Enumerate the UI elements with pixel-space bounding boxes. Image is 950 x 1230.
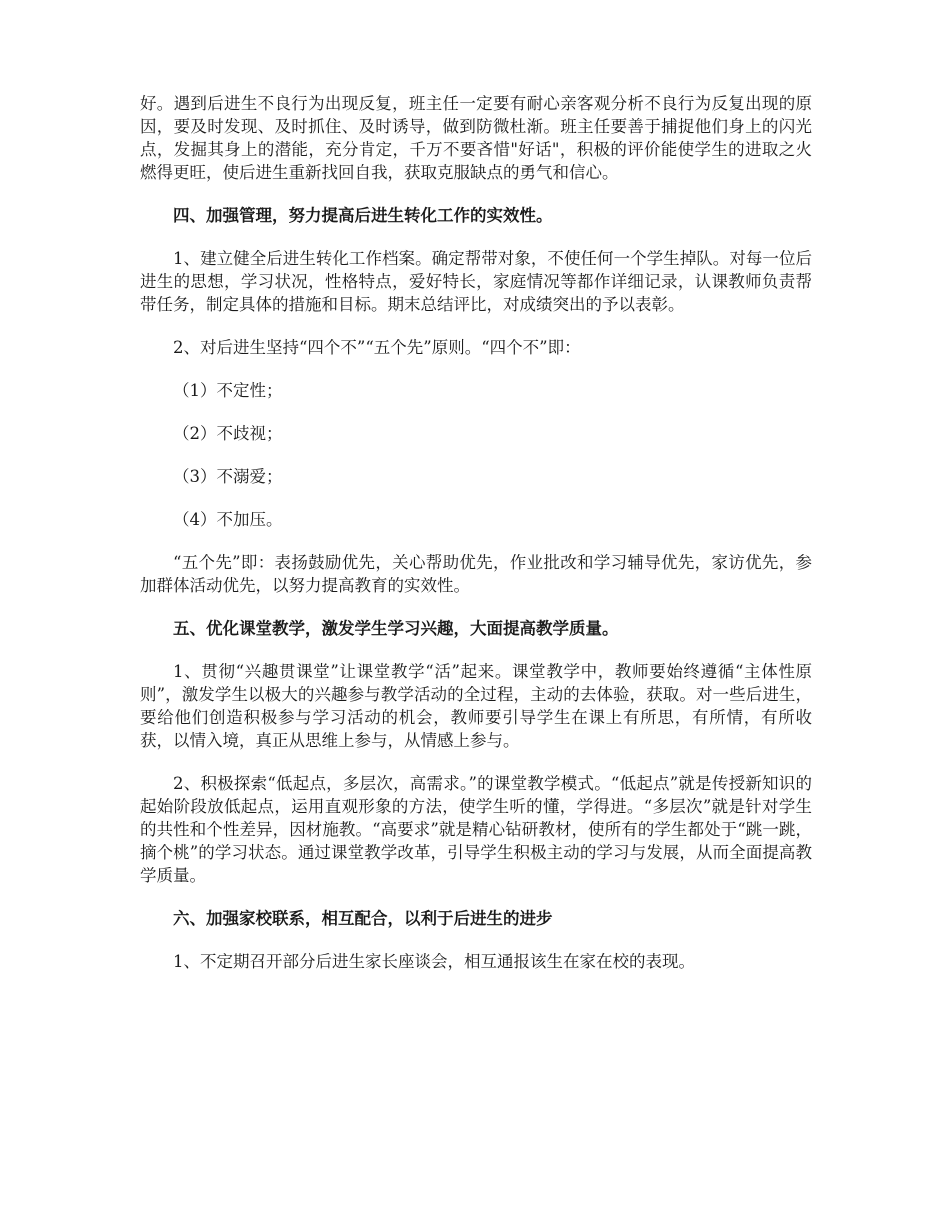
intro-paragraph: 好。遇到后进生不良行为出现反复，班主任一定要有耐心亲客观分析不良行为反复出现的原因，要及时发现、及时抓住、及时诱导，做到防微杜渐。班主任要善于捕捉他们身上的闪光点，发掘其身上的潜能，充分肯定，千万不要吝惜"好话"，积极的评价能使学生的进取之火燃得更旺，使后进生重新找回自我，获取克服缺点的勇气和信心。 [140,94,812,182]
section-6-heading: 六、加强家校联系，相互配合，以利于后进生的进步 [173,909,553,928]
section-4-paragraph-2: 2、对后进生坚持“四个不”“五个先”原则。“四个不”即： [173,338,581,357]
section-5-paragraph-1: 1、贯彻“兴趣贯课堂”让课堂教学“活”起来。课堂教学中，教师要始终遵循“主体性原则”，激发学生以极大的兴趣参与教学活动的全过程，主动的去体验，获取。对一些后进生，要给他们创造积极参与学习活动的机会，教师要引导学生在课上有所思，有所情，有所收获，以情入境，真正从思维上参与，从情感上参与。 [140,662,812,750]
section-5-heading: 五、优化课堂教学，激发学生学习兴趣，大面提高教学质量。 [173,619,619,638]
section-6-paragraph-1: 1、不定期召开部分后进生家长座谈会，相互通报该生在家在校的表现。 [173,952,695,971]
list-item: （2）不歧视； [173,424,283,443]
section-4-heading: 四、加强管理，努力提高后进生转化工作的实效性。 [173,206,553,225]
list-item: （4）不加压。 [173,510,283,529]
section-5-paragraph-2: 2、积极探索“低起点，多层次，高需求。”的课堂教学模式。“低起点”就是传授新知识的起始阶段放低起点，运用直观形象的方法，使学生听的懂，学得进。“多层次”就是针对学生的共性和个性差异，因材施教。“高要求”就是精心钻研教材，使所有的学生都处于“跳一跳，摘个桃”的学习状态。通过课堂教学改革，引导学生积极主动的学习与发展，从而全面提高教学质量。 [140,774,812,885]
document-page [140,92,812,993]
list-item: （3）不溺爱； [173,467,283,486]
list-item: （1）不定性； [173,381,283,400]
section-4-paragraph-3: “五个先”即：表扬鼓励优先，关心帮助优先，作业批改和学习辅导优先，家访优先，参加群体活动优先，以努力提高教育的实效性。 [140,553,812,595]
section-4-paragraph-1: 1、建立健全后进生转化工作档案。确定帮带对象，不使任何一个学生掉队。对每一位后进生的思想，学习状况，性格特点，爱好特长，家庭情况等都作详细记录，认课教师负责帮带任务，制定具体的措施和目标。期末总结评比，对成绩突出的予以表彰。 [140,249,812,314]
